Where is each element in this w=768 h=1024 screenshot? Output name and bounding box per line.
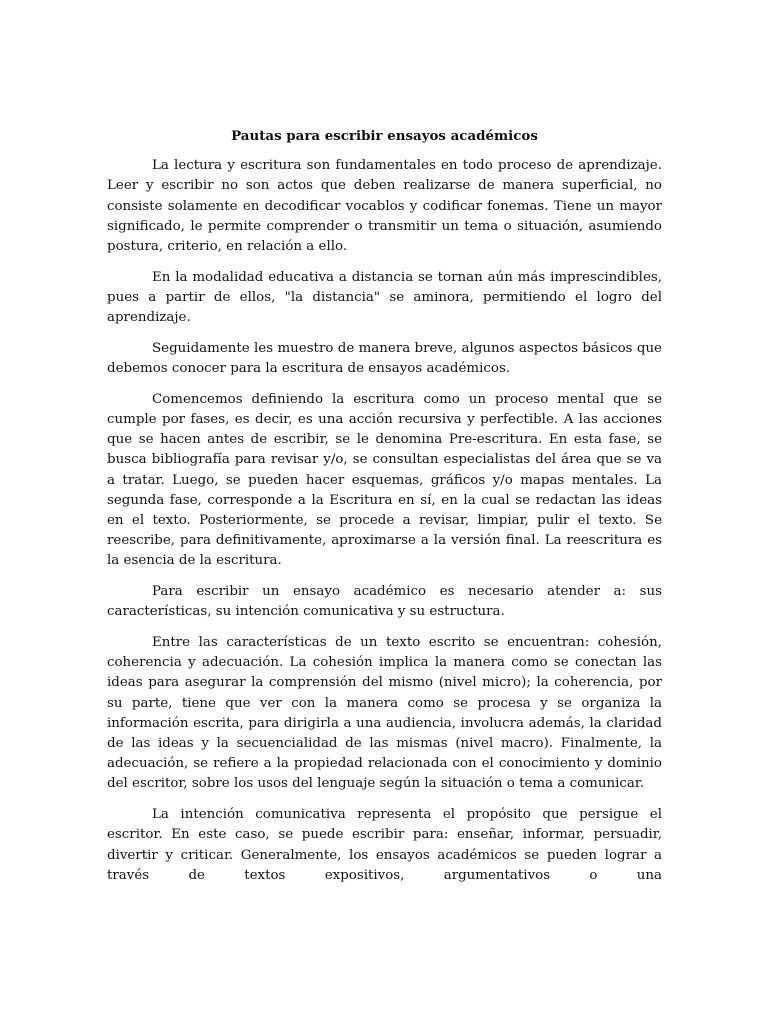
document-title: Pautas para escribir ensayos académicos	[231, 128, 538, 144]
paragraph-modalidad-distancia: En la modalidad educativa a distancia se tornan aún más imprescindibles, pues a partir de ellos, "la distancia" se aminora, permitiendo el logro del aprendizaje.	[107, 269, 662, 326]
paragraph-proceso-escritura: Comencemos definiendo la escritura como un proceso mental que se cumple por fases, es decir, es una acción recursiva y perfectible. A las acciones que se hacen antes de escribir, se le denomina Pre-escritura. En esta fase, se busca bibliografía para revisar y/o, se consultan especialistas del área que se va a tratar. Luego, se pueden hacer esquemas, gráficos y/o mapas mentales. La segunda fase, corresponde a la Escritura en sí, en la cual se redactan las ideas en el texto. Posteriormente, se procede a revisar, limpiar, pulir el texto. Se reescribe, para definitivamente, aproximarse a la versión final. La reescritura es la esencia de la escritura.	[107, 391, 662, 569]
document-body	[107, 126, 662, 896]
paragraph-lectura-escritura: La lectura y escritura son fundamentales en todo proceso de aprendizaje. Leer y escribir no son actos que deben realizarse de manera superficial, no consiste solamente en decodificar vocablos y codificar fonemas. Tiene un mayor significado, le permite comprender o transmitir un tema o situación, asumiendo postura, criterio, en relación a ello.	[107, 158, 662, 255]
paragraph-intencion-comunicativa: La intención comunicativa representa el propósito que persigue el escritor. En este caso, se puede escribir para: enseñar, informar, persuadir, divertir y criticar. Generalmente, los ensayos académicos se pueden lograr a través de textos expositivos, argumentativos o una	[107, 807, 662, 883]
paragraph-ensayo-academico: Para escribir un ensayo académico es necesario atender a: sus características, su intención comunicativa y su estructura.	[107, 584, 662, 620]
paragraph-caracteristicas: Entre las características de un texto escrito se encuentran: cohesión, coherencia y adecuación. La cohesión implica la manera como se conectan las ideas para asegurar la comprensión del mismo (nivel micro); la coherencia, por su parte, tiene que ver con la manera como se procesa y se organiza la información escrita, para dirigirla a una audiencia, involucra además, la claridad de las ideas y la secuencialidad de las mismas (nivel macro). Finalmente, la adecuación, se refiere a la propiedad relacionada con el conocimiento y dominio del escritor, sobre los usos del lenguaje según la situación o tema a comunicar.	[107, 634, 662, 792]
paragraph-aspectos-basicos: Seguidamente les muestro de manera breve, algunos aspectos básicos que debemos conocer para la escritura de ensayos académicos.	[107, 340, 662, 377]
